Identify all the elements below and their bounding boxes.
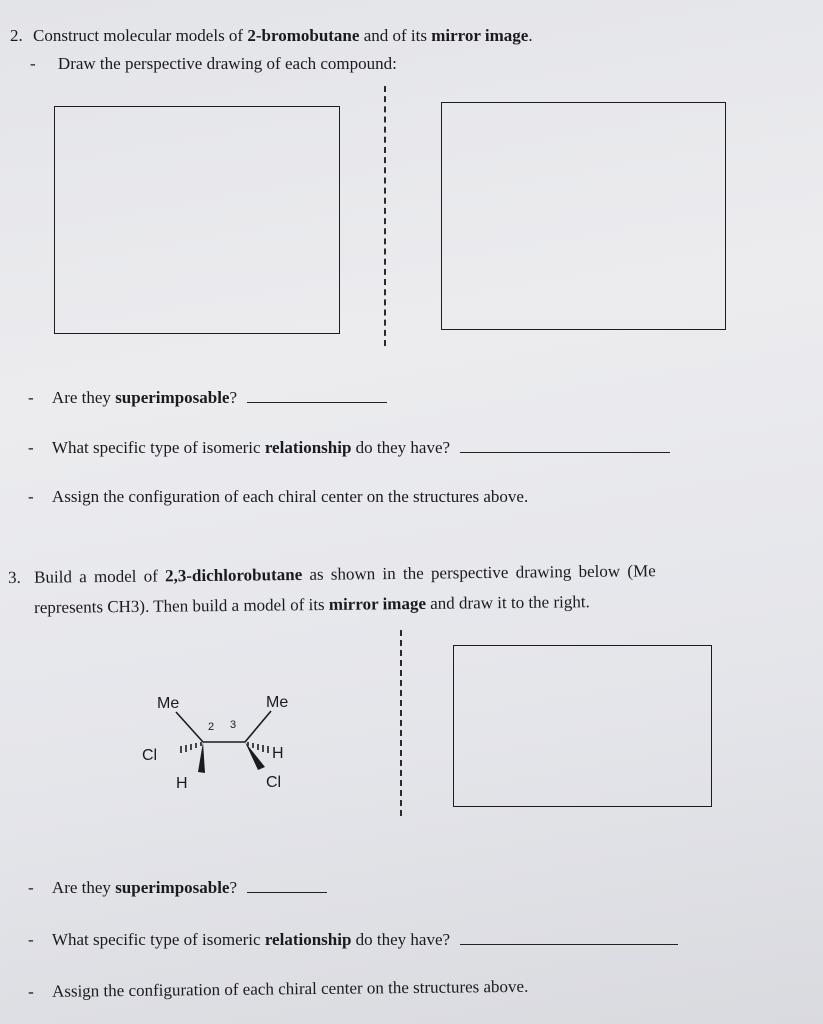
bullet: - xyxy=(28,388,34,407)
q2-compound: 2-bromobutane xyxy=(247,26,360,45)
q2-superimposable-row xyxy=(28,386,387,408)
dichlorobutane-perspective-drawing xyxy=(135,680,310,795)
q3-superimposable-bold: superimposable xyxy=(115,878,230,897)
bullet: - xyxy=(28,438,34,457)
q2-assign-text: Assign the configuration of each chiral center on the structures above. xyxy=(51,487,529,506)
bullet: - xyxy=(30,54,36,73)
q3-relationship-row xyxy=(28,928,678,950)
methyl-left-label: Me xyxy=(157,695,180,712)
q3-relationship-bold: relationship xyxy=(264,930,352,949)
methyl-right-label: Me xyxy=(266,694,289,711)
q2-mirror-image: mirror image xyxy=(431,26,529,45)
bullet: - xyxy=(28,930,34,949)
q2-relationship-answer-blank[interactable] xyxy=(460,436,670,453)
q3-superimposable-end: ? xyxy=(229,878,238,897)
q2-intro-text: Construct molecular models of xyxy=(33,26,248,45)
q3-mirror-drawing-box[interactable] xyxy=(453,645,712,807)
q2-relationship-text: What specific type of isomeric xyxy=(51,438,265,457)
q3-heading-line1 xyxy=(8,561,656,588)
wedge-bond-c2-h xyxy=(198,742,205,773)
q2-superimposable-end: ? xyxy=(229,388,238,407)
q3-relationship-end: do they have? xyxy=(351,930,451,949)
q2-drawing-box-right[interactable] xyxy=(441,102,726,330)
q3-superimposable-row xyxy=(28,876,327,898)
q3-relationship-answer-blank[interactable] xyxy=(460,928,678,945)
q3-compound: 2,3-dichlorobutane xyxy=(164,564,303,586)
q3-mirror-image: mirror image xyxy=(328,593,427,614)
mirror-plane-line-q2 xyxy=(384,86,386,346)
wedge-bond-c3-cl xyxy=(245,742,265,770)
chlorine-left-label: Cl xyxy=(142,747,158,764)
q3-relationship-text: What specific type of isomeric xyxy=(51,930,265,949)
bullet: - xyxy=(28,487,34,506)
q3-assign-text: Assign the configuration of each chiral center on the structures above. xyxy=(51,976,529,1001)
q2-relationship-bold: relationship xyxy=(264,438,352,457)
q3-intro-end: as shown in the perspective drawing below (Me xyxy=(302,561,656,584)
bullet: - xyxy=(28,878,34,897)
bullet: - xyxy=(28,981,34,1001)
q2-superimposable-answer-blank[interactable] xyxy=(247,386,387,403)
q3-line2-end: and draw it to the right. xyxy=(425,592,590,613)
hydrogen-bottom-label: H xyxy=(176,775,188,792)
q3-superimposable-answer-blank[interactable] xyxy=(247,876,327,893)
mirror-plane-line-q3 xyxy=(400,630,402,816)
q2-drawing-box-left[interactable] xyxy=(54,106,340,334)
q2-superimposable-bold: superimposable xyxy=(115,388,230,407)
q3-number: 3. xyxy=(8,567,21,587)
q2-assign-row xyxy=(28,487,528,507)
carbon-2-label: 2 xyxy=(208,721,215,733)
bond-c3-methyl xyxy=(245,711,271,742)
q2-heading xyxy=(10,26,533,46)
q3-heading-line2 xyxy=(34,592,590,618)
q2-draw-instruction: Draw the perspective drawing of each compound: xyxy=(57,54,397,73)
bond-c2-methyl xyxy=(176,712,203,742)
hydrogen-right-label: H xyxy=(272,745,284,762)
q2-number: 2. xyxy=(10,26,23,45)
q3-superimposable-text: Are they xyxy=(51,878,116,897)
q3-assign-row xyxy=(28,977,528,1002)
carbon-3-label: 3 xyxy=(230,719,237,731)
q2-intro-end: . xyxy=(528,26,533,45)
chlorine-bottom-label: Cl xyxy=(266,774,282,791)
q2-intro-mid: and of its xyxy=(359,26,432,45)
q3-intro-text: Build a model of xyxy=(33,566,166,587)
q2-draw-instruction-row xyxy=(30,54,397,74)
hashed-bond-c2-cl xyxy=(181,742,201,753)
q2-relationship-end: do they have? xyxy=(351,438,451,457)
q2-superimposable-text: Are they xyxy=(51,388,116,407)
q2-relationship-row xyxy=(28,436,670,458)
q3-line2-text: represents CH3). Then build a model of its xyxy=(34,594,329,617)
